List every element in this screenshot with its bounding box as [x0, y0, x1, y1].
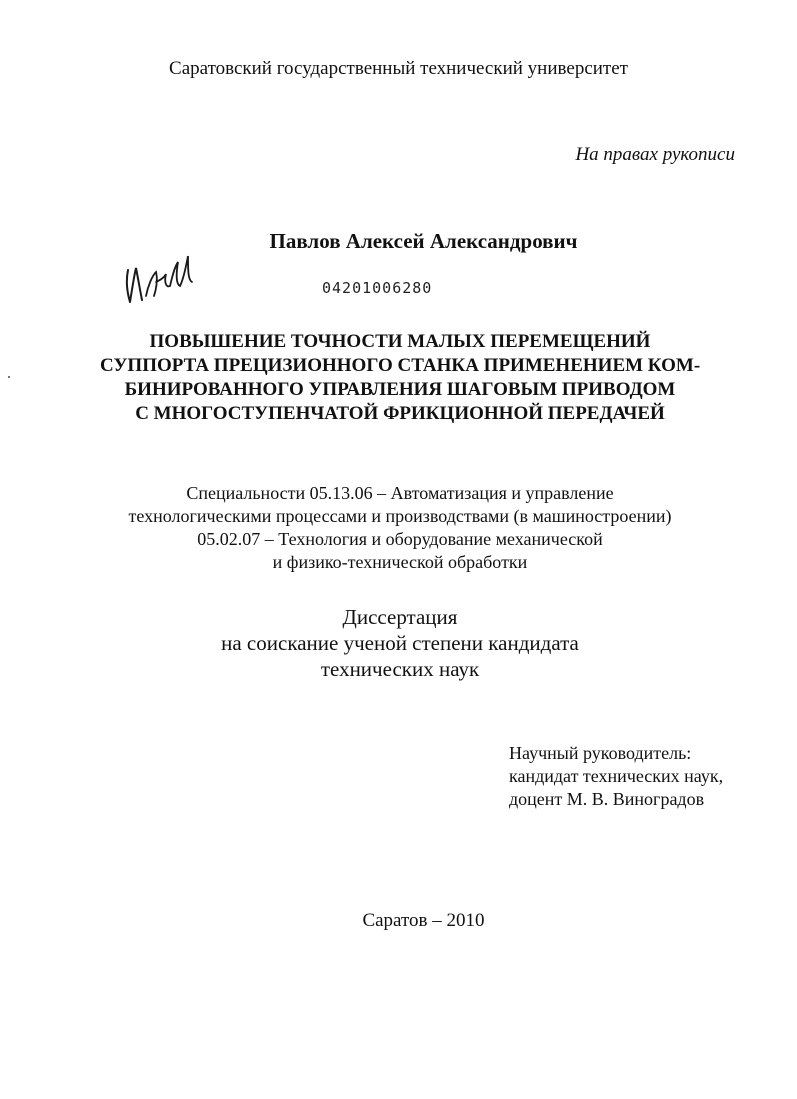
specialty-line: 05.02.07 – Технология и оборудование механической: [197, 529, 603, 549]
scan-speck: [8, 376, 10, 378]
handwritten-signature: [122, 246, 212, 312]
supervisor-line: доцент М. В. Виноградов: [509, 789, 705, 809]
degree-line: Диссертация: [342, 605, 458, 629]
manuscript-note: На правах рукописи: [575, 144, 735, 165]
supervisor-block: [509, 742, 723, 811]
author-name: Павлов Алексей Александрович: [269, 229, 578, 253]
title-line: С МНОГОСТУПЕНЧАТОЙ ФРИКЦИОННОЙ ПЕРЕДАЧЕЙ: [135, 403, 665, 424]
title-line: СУППОРТА ПРЕЦИЗИОННОГО СТАНКА ПРИМЕНЕНИЕМ КОМ-: [100, 355, 701, 376]
degree-block: [150, 604, 650, 682]
degree-line: технических наук: [320, 657, 480, 681]
place-year: Саратов – 2010: [362, 910, 485, 931]
registration-number: 04201006280: [322, 279, 433, 297]
specialty-block: [80, 482, 720, 574]
university-name: Саратовский государственный технический университет: [169, 58, 628, 79]
specialty-line: Специальности 05.13.06 – Автоматизация и управление: [186, 483, 614, 503]
specialty-line: и физико-технической обработки: [272, 552, 528, 572]
supervisor-line: Научный руководитель:: [509, 743, 692, 763]
specialty-line: технологическими процессами и производствами (в машиностроении): [128, 506, 672, 526]
degree-line: на соискание ученой степени кандидата: [221, 631, 579, 655]
title-line: ПОВЫШЕНИЕ ТОЧНОСТИ МАЛЫХ ПЕРЕМЕЩЕНИЙ: [149, 331, 651, 352]
title-line: БИНИРОВАННОГО УПРАВЛЕНИЯ ШАГОВЫМ ПРИВОДОМ: [124, 379, 676, 400]
supervisor-line: кандидат технических наук,: [509, 766, 724, 786]
dissertation-title: [100, 330, 700, 426]
